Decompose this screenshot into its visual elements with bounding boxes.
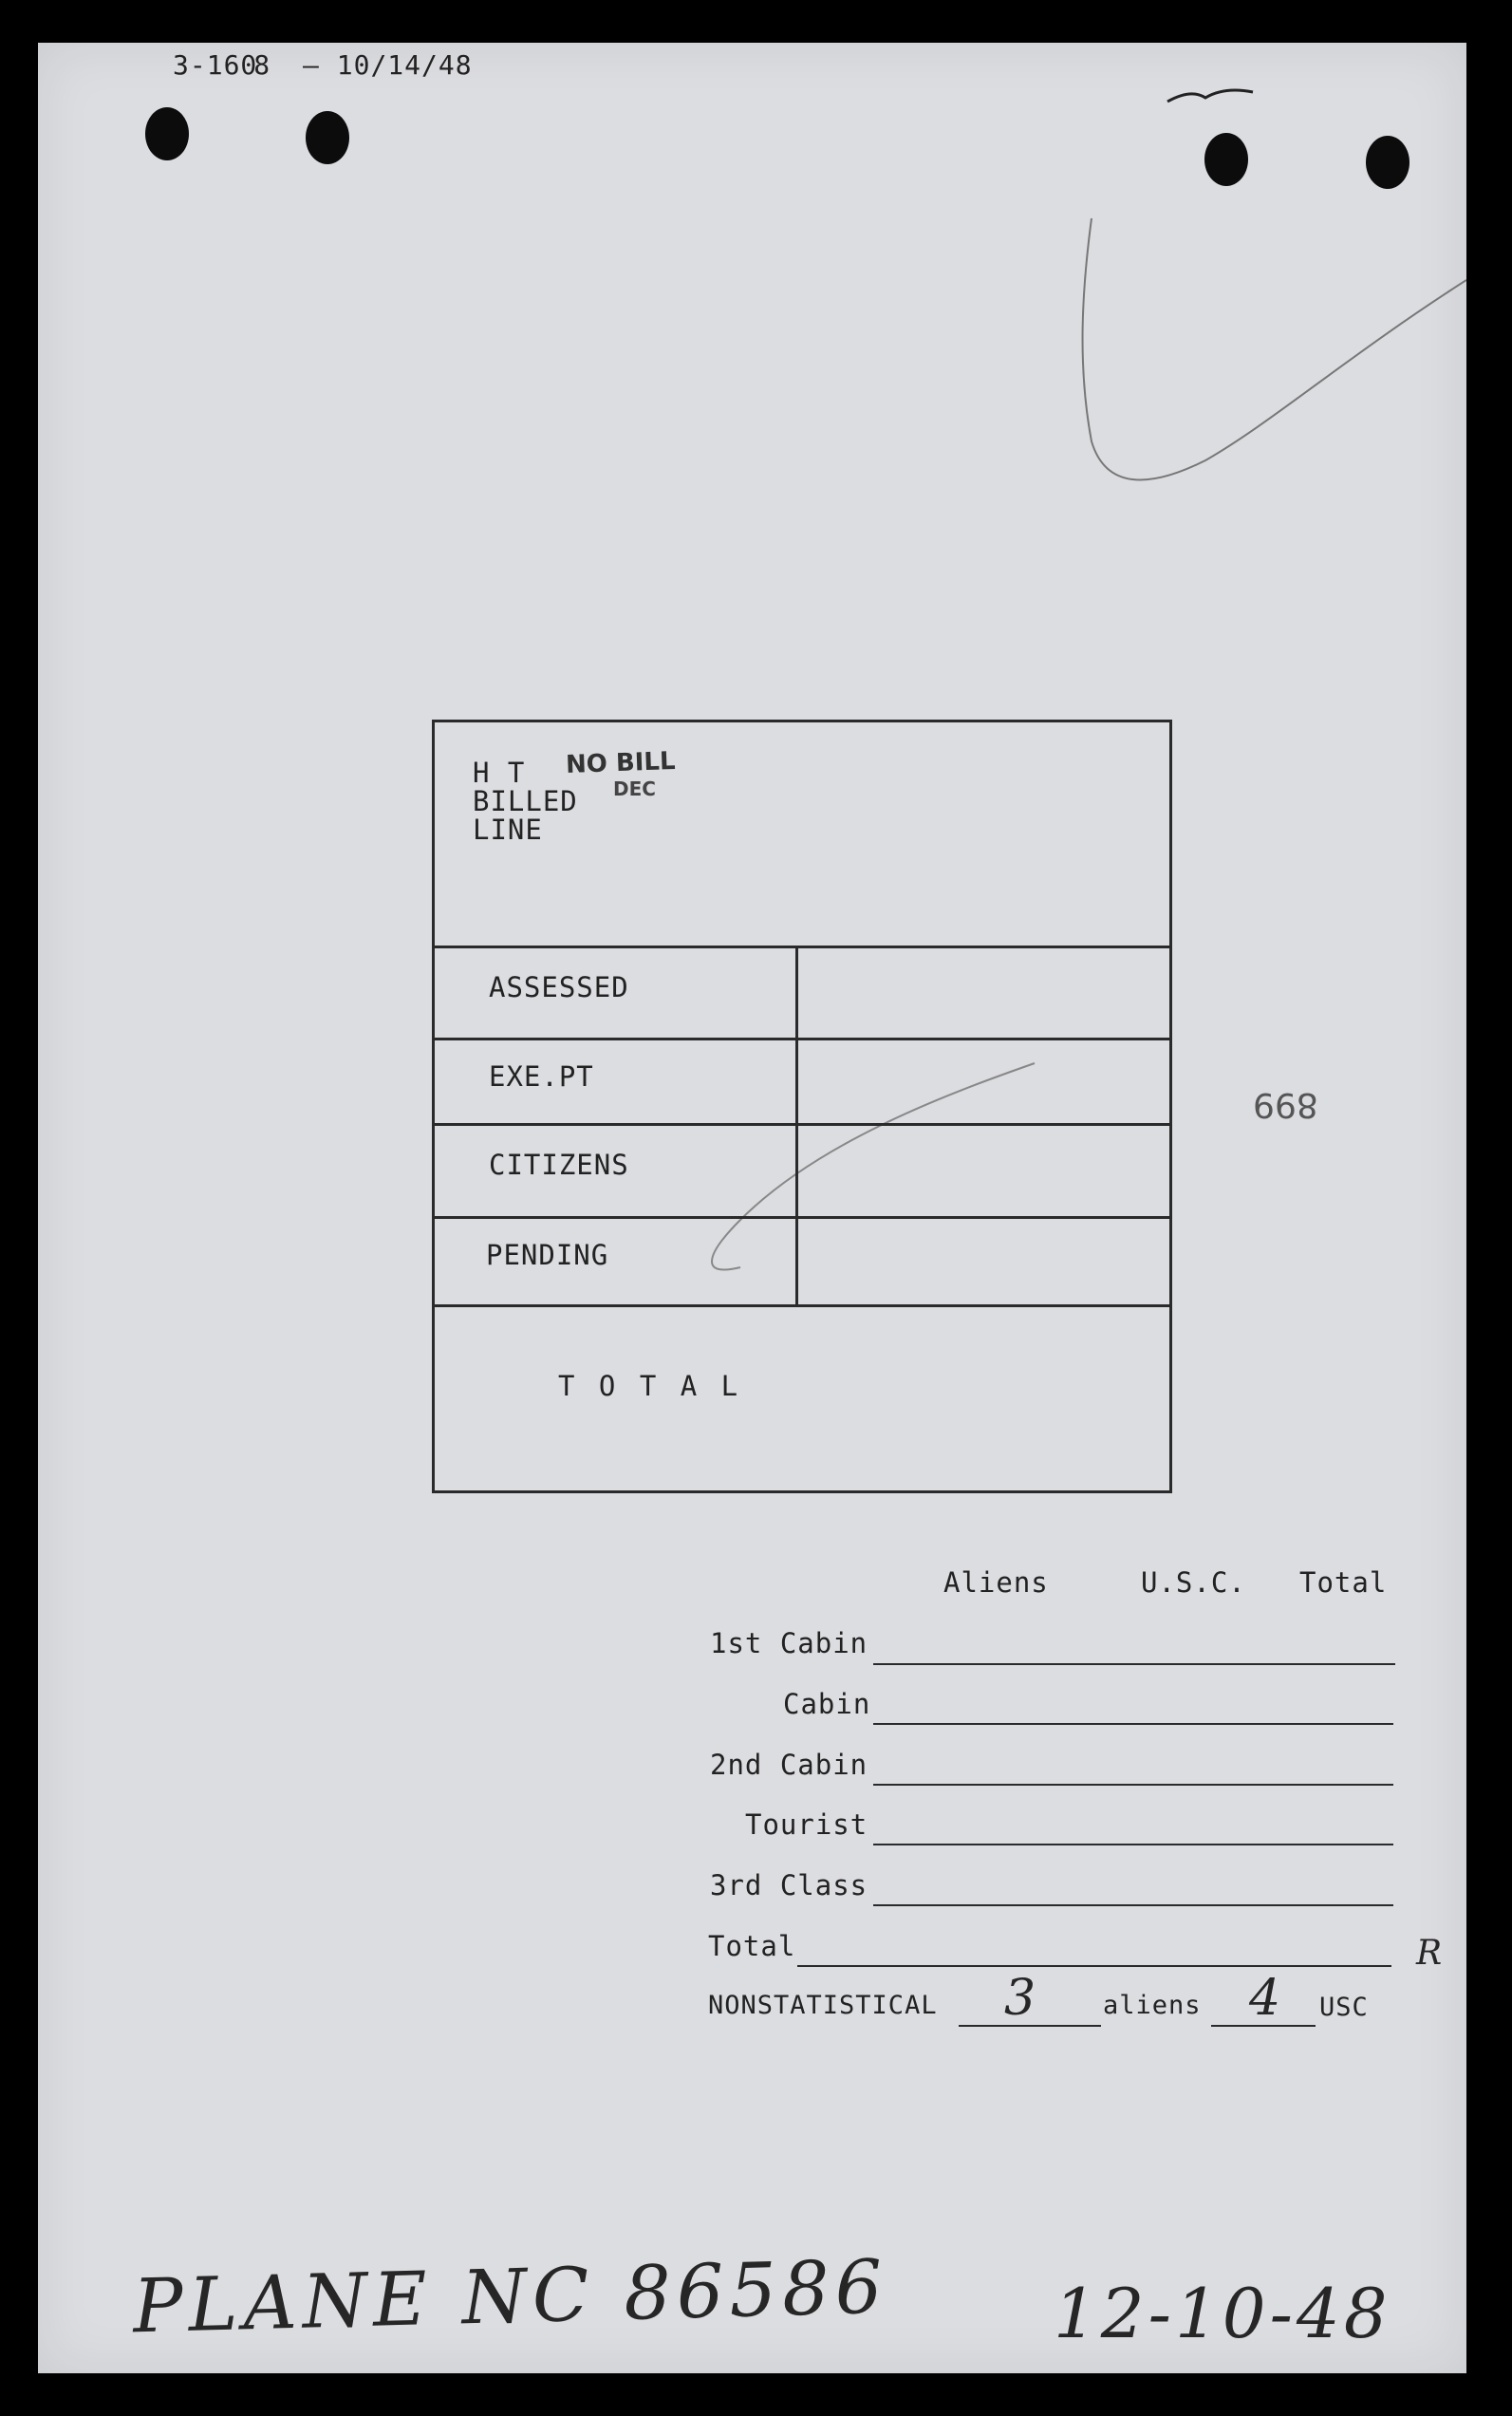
exempt-label: EXE.PT: [489, 1060, 594, 1093]
count-row-line: [873, 1723, 1393, 1725]
count-row-line: [873, 1904, 1393, 1906]
box-divider: [435, 946, 1169, 948]
box-divider: [435, 1038, 1169, 1040]
column-aliens: Aliens: [943, 1566, 1049, 1599]
summary-box: [432, 720, 1172, 1493]
column-total: Total: [1299, 1566, 1388, 1599]
count-row-label: Tourist: [745, 1808, 868, 1841]
count-row-label: 2nd Cabin: [710, 1749, 868, 1781]
pending-label: PENDING: [486, 1239, 609, 1271]
box-column-divider: [795, 948, 798, 1307]
margin-mark: R: [1416, 1934, 1443, 1973]
box-head-line: BILLED: [473, 785, 578, 817]
total-label: T O T A L: [558, 1370, 742, 1402]
assessed-label: ASSESSED: [489, 971, 629, 1003]
stamp-date: DEC: [613, 777, 656, 800]
nonstatistical-label: NONSTATISTICAL: [708, 1991, 938, 2020]
date-handwriting: 12-10-48: [1054, 2274, 1391, 2353]
box-divider: [435, 1216, 1169, 1219]
count-row-line: [873, 1784, 1393, 1786]
nonstat-usc-value: 4: [1249, 1970, 1281, 2027]
box-head-line: H T: [473, 757, 526, 789]
nonstat-aliens-value: 3: [1004, 1970, 1036, 2027]
count-row-label: Cabin: [783, 1688, 871, 1720]
count-row-line: [873, 1844, 1393, 1845]
no-bill-stamp: NO BILL: [565, 746, 677, 780]
usc-label: USC: [1319, 1993, 1369, 2022]
plane-handwriting: PLANE NC 86586: [131, 2244, 889, 2350]
count-row-line: [797, 1965, 1391, 1967]
column-usc: U.S.C.: [1141, 1566, 1246, 1599]
form-number: 3-1608 — 10/14/48: [173, 49, 473, 81]
count-row-label: 3rd Class: [710, 1869, 868, 1901]
document-page: [38, 43, 1466, 2373]
aliens-label: aliens: [1103, 1991, 1202, 2020]
box-divider: [435, 1123, 1169, 1126]
margin-number: 899: [1253, 1085, 1318, 1124]
box-head-line: LINE: [473, 814, 543, 846]
count-row-line: [873, 1663, 1395, 1665]
citizens-label: CITIZENS: [489, 1149, 629, 1181]
count-row-label: 1st Cabin: [710, 1627, 868, 1659]
count-row-label: Total: [708, 1930, 796, 1962]
box-divider: [435, 1304, 1169, 1307]
